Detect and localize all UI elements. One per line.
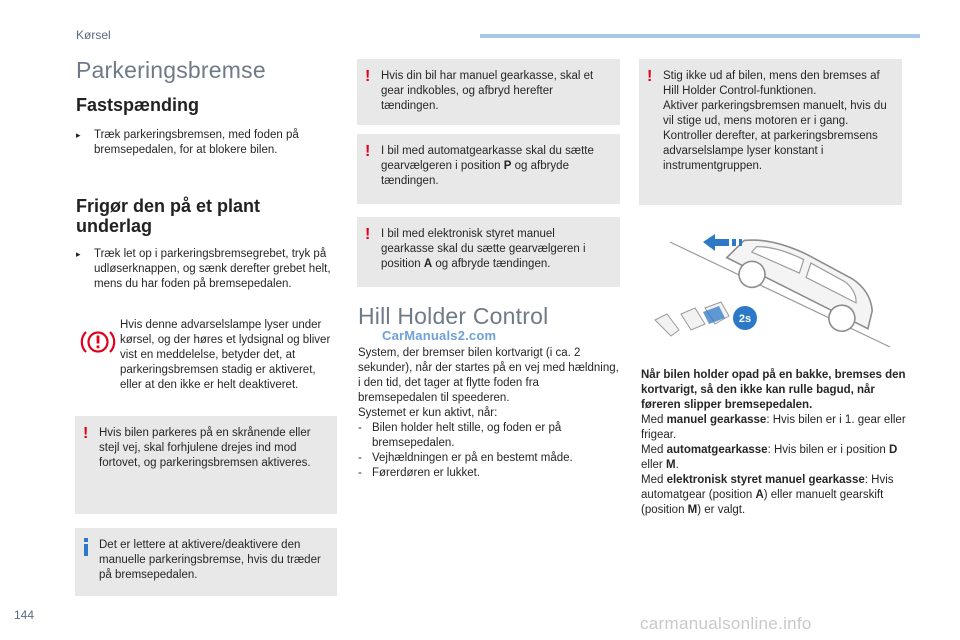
electronic-gearbox-line: Med elektronisk styret manuel gearkasse: Hvis automatgear (position A) eller manuelt gearskift (position M) er valgt. (641, 474, 894, 516)
warning-line: Aktiver parkeringsbremsen manuelt, hvis du vil stige ud, mens motoren er i gang. (663, 100, 887, 127)
warning-icon: ! (365, 68, 371, 85)
bullet-arrow-icon: ▸ (76, 130, 81, 140)
two-seconds-badge (733, 306, 757, 330)
footer-watermark[interactable]: carmanualsonline.info (640, 614, 812, 633)
hill-intro: System, der bremser bilen kortvarigt (i ca. 2 sekunder), når der startes på en vej med hældning, i den tid, det tager at flytte foden fra bremsepedalen til speederen. (358, 347, 619, 404)
hill-active-label: Systemet er kun aktivt, når: (358, 407, 498, 419)
info-text: Det er lettere at aktivere/deaktivere den manuelle parkeringsbremse, hvis du træder på bremsepedalen. (99, 539, 321, 581)
info-box (75, 528, 337, 596)
hill-holder-title: Hill Holder Control (358, 303, 549, 329)
condition-item: - Bilen holder helt stille, og foden er på bremsepedalen. (358, 422, 562, 449)
manual-gearbox-line: Med manuel gearkasse: Hvis bilen er i 1. gear eller frigear. (641, 414, 906, 441)
page-title: Parkeringsbremse (76, 57, 266, 83)
warning-icon: ! (647, 68, 653, 85)
heading-frigor-line2: underlag (76, 216, 153, 236)
bullet-frigor (76, 247, 331, 292)
hill-holder-details (641, 368, 906, 518)
lamp-note: Hvis denne advarselslampe lyser under kørsel, og der høres et lydsignal og bliver vist en meddelelse, betyder det, at parkeringsbremsen stadig er aktiveret, eller at den ikke er helt deaktiveret. (120, 319, 331, 391)
brake-warning-lamp-icon (80, 327, 116, 357)
condition-item: - Vejhældningen er på en bestemt måde. (358, 452, 573, 464)
warning-box-manual (357, 59, 620, 125)
page-number: 144 (14, 608, 35, 622)
warning-icon: ! (365, 226, 371, 243)
info-icon (84, 538, 88, 556)
bullet-text: Træk let op i parkeringsbremsegrebet, tryk på udløserknappen, og sænk derefter grebet helt, mens du har foden på bremsepedalen. (94, 248, 331, 290)
bullet-arrow-icon: ▸ (76, 249, 81, 259)
heading-fastspaending: Fastspænding (76, 95, 200, 115)
warning-box-hill-holder (639, 59, 902, 205)
condition-item: - Førerdøren er lukket. (358, 467, 480, 479)
warning-icon: ! (83, 425, 89, 442)
warning-icon: ! (365, 143, 371, 160)
warning-box-auto (357, 134, 620, 204)
bullet-fastspaending (76, 128, 326, 158)
header-bar (480, 34, 920, 38)
watermark-logo[interactable]: CarManuals2.com (382, 328, 497, 343)
section-label: Kørsel (76, 28, 111, 42)
warning-box-slope (75, 416, 337, 514)
heading-frigor-line1: Frigør den på et plant (76, 196, 261, 216)
warning-text: Hvis din bil har manuel gearkasse, skal et gear indkobles, og afbryd herefter tændingen. (381, 70, 594, 112)
auto-gearbox-line: Med automatgearkasse: Hvis bilen er i position D eller M. (641, 444, 898, 471)
bold-intro: Når bilen holder opad på en bakke, bremses den kortvarigt, så den ikke kan rulle bagud, når føreren slipper bremsepedalen. (641, 369, 906, 411)
heading-frigor (76, 196, 260, 236)
warning-text: Hvis bilen parkeres på en skrånende eller stejl vej, skal forhjulene drejes ind mod fortovet, og parkeringsbremsen aktiveres. (99, 427, 311, 469)
warning-text: I bil med automatgearkasse skal du sætte gearvælgeren i position P og afbryde tændingen. (381, 145, 594, 187)
warning-text: I bil med elektronisk styret manuel gearkasse skal du sætte gearvælgeren i position A og afbryde tændingen. (381, 228, 586, 270)
svg-text:2s: 2s (738, 313, 752, 325)
hill-holder-description (358, 346, 620, 481)
warning-line: Kontroller derefter, at parkeringsbremsens advarselslampe lyser konstant i instrumentgruppen. (663, 130, 878, 172)
car-on-slope-illustration (645, 212, 905, 362)
warning-box-electronic (357, 217, 620, 287)
bullet-text: Træk parkeringsbremsen, med foden på bremsepedalen, for at blokere bilen. (94, 129, 299, 156)
warning-line: Stig ikke ud af bilen, mens den bremses af Hill Holder Control-funktionen. (663, 70, 880, 97)
